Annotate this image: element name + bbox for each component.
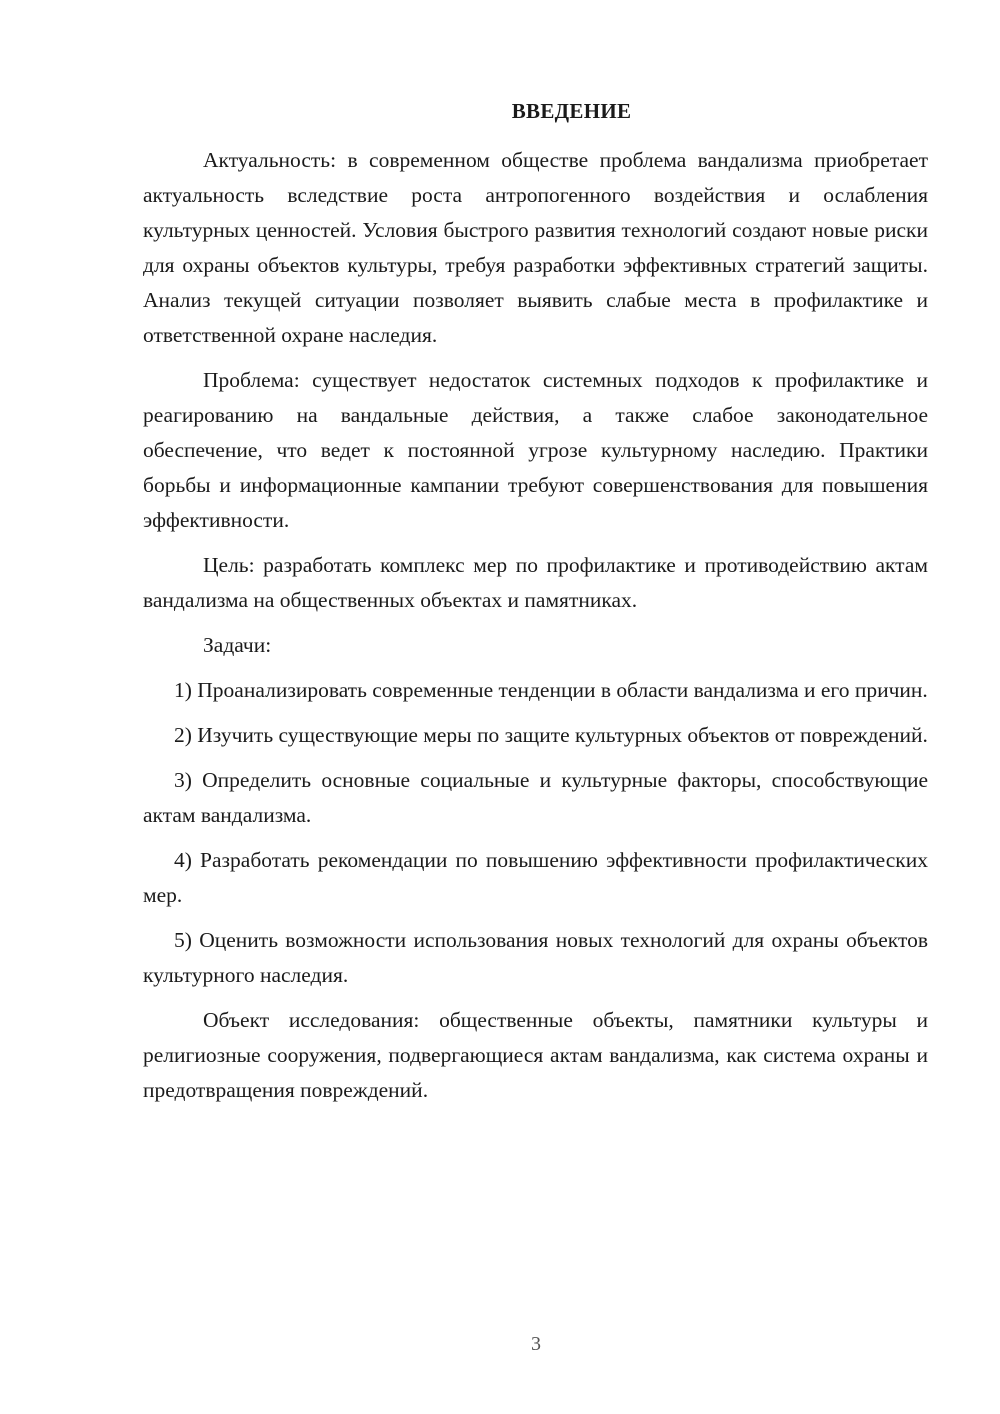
page-title: ВВЕДЕНИЕ <box>511 99 632 123</box>
relevance-paragraph: Актуальность: в современном обществе проблема вандализма приобретает актуальность вследствие роста антропогенного воздействия и ослабления культурных ценностей. Условия быстрого развития технологий создают новые риски для охраны объектов культуры, требуя разработки эффективных стратегий защиты. Анализ текущей ситуации позволяет выявить слабые места в профилактике и ответственной охране наследия. <box>143 148 928 347</box>
task-item-1: 1) Проанализировать современные тенденции в области вандализма и его причин. <box>174 678 928 702</box>
goal-paragraph: Цель: разработать комплекс мер по профилактике и противодействию актам вандализма на общественных объектах и памятниках. <box>143 553 928 612</box>
document-body <box>143 96 928 1118</box>
research-object-paragraph: Объект исследования: общественные объекты, памятники культуры и религиозные сооружения, подвергающиеся актам вандализма, как система охраны и предотвращения повреждений. <box>143 1008 928 1102</box>
task-item-2: 2) Изучить существующие меры по защите культурных объектов от повреждений. <box>174 723 928 747</box>
task-item-4: 4) Разработать рекомендации по повышению эффективности профилактических мер. <box>143 848 928 907</box>
task-item-5: 5) Оценить возможности использования новых технологий для охраны объектов культурного наследия. <box>143 928 928 987</box>
task-item-3: 3) Определить основные социальные и культурные факторы, способствующие актам вандализма. <box>143 768 928 827</box>
tasks-label: Задачи: <box>203 633 272 657</box>
page-number: 3 <box>531 1333 541 1355</box>
problem-paragraph: Проблема: существует недостаток системных подходов к профилактике и реагированию на вандальные действия, а также слабое законодательное обеспечение, что ведет к постоянной угрозе культурному наследию. Практики борьбы и информационные кампании требуют совершенствования для повышения эффективности. <box>143 368 928 532</box>
